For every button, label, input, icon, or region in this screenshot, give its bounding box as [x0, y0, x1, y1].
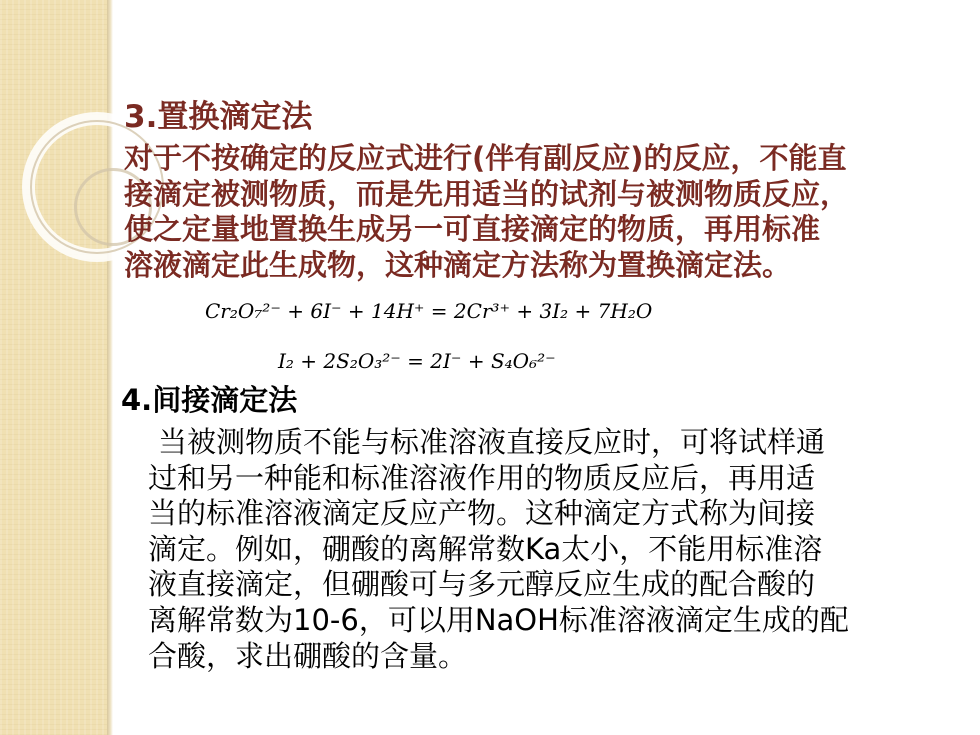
section-4-line: 液直接滴定，但硼酸可与多元醇反应生成的配合酸的	[148, 567, 816, 602]
section-4-line: 过和另一种能和标准溶液作用的物质反应后，再用适	[148, 460, 816, 495]
section-4-heading: 4.间接滴定法	[121, 383, 298, 417]
section-3-line: 对于不按确定的反应式进行(伴有副反应)的反应，不能直	[124, 141, 847, 175]
section-3-line: 使之定量地置换生成另一可直接滴定的物质，再用标准	[124, 212, 821, 247]
section-4-line: 当的标准溶液滴定反应产物。这种滴定方式称为间接	[148, 496, 816, 531]
section-3-line: 溶液滴定此生成物，这种滴定方法称为置换滴定法。	[124, 247, 792, 282]
section-4-line: 滴定。例如，硼酸的离解常数Ka太小，不能用标准溶	[148, 531, 823, 566]
section-3-line: 接滴定被测物质，而是先用适当的试剂与被测物质反应，	[124, 176, 850, 211]
section-4-paragraph	[148, 425, 928, 674]
sidebar-edge-shadow	[107, 0, 113, 735]
equation-iodine-thiosulfate: I₂ + 2S₂O₃²⁻ = 2I⁻ + S₄O₆²⁻	[278, 349, 556, 373]
section-3-heading: 3.置换滴定法	[124, 99, 313, 135]
section-4-line: 离解常数为10-6，可以用NaOH标准溶液滴定生成的配	[148, 602, 849, 637]
equation-dichromate-iodide: Cr₂O₇²⁻ + 6I⁻ + 14H⁺ = 2Cr³⁺ + 3I₂ + 7H₂O	[205, 299, 653, 323]
section-4-line: 当被测物质不能与标准溶液直接反应时，可将试样通	[158, 425, 826, 459]
section-3-paragraph	[124, 141, 936, 283]
decorative-sidebar	[0, 0, 107, 735]
section-4-line: 合酸，求出硼酸的含量。	[148, 638, 468, 673]
